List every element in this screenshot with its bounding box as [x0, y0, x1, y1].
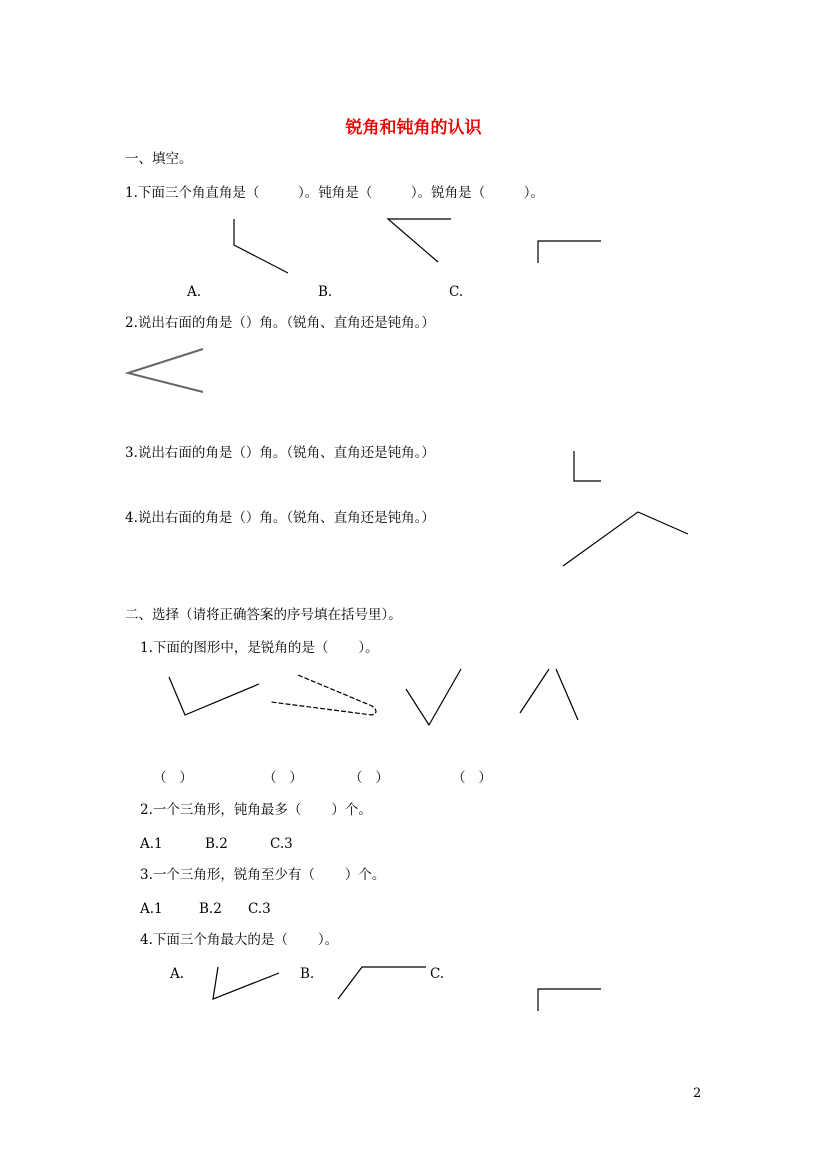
choice-figure-1	[169, 677, 259, 715]
page-number: 2	[693, 1086, 702, 1101]
q2-3-text: 3.一个三角形，锐角至少有（ ）个。	[140, 867, 386, 883]
angle-c-figure	[538, 241, 601, 263]
q2-1-blank-1: （ ）	[153, 770, 193, 786]
q1-1-text: 1.下面三个角直角是（ ）。钝角是（ ）。锐角是（ ）。	[125, 185, 544, 201]
q2-1-text: 1.下面的图形中，是锐角的是（ ）。	[140, 640, 379, 656]
q1-1-label-c: C.	[449, 284, 464, 300]
q2-3-option-c: C.3	[248, 901, 271, 917]
q2-1-blank-3: （ ）	[349, 770, 389, 786]
choice-figure-4-right	[556, 669, 578, 720]
compare-angle-c-figure	[538, 989, 601, 1011]
q1-1-label-b: B.	[318, 284, 333, 300]
choice-figure-3	[406, 669, 461, 725]
section-2-heading: 二、选择（请将正确答案的序号填在括号里）。	[125, 607, 402, 623]
angle-q2-figure	[128, 349, 203, 392]
q1-2-text: 2.说出右面的角是（）角。（锐角、直角还是钝角。）	[125, 315, 435, 331]
angle-a-figure	[234, 219, 288, 273]
section-1-heading: 一、填空。	[125, 151, 193, 167]
q2-3-option-a: A.1	[140, 901, 163, 917]
q1-1-label-a: A.	[187, 284, 202, 300]
choice-figure-4-left	[520, 669, 549, 713]
q2-4-label-b: B.	[300, 966, 315, 982]
choice-figure-2	[271, 675, 376, 715]
angle-b-figure	[388, 219, 451, 262]
q1-4-text: 4.说出右面的角是（）角。（锐角、直角还是钝角。）	[125, 510, 435, 526]
compare-angle-a-figure	[213, 967, 279, 999]
q1-3-text: 3.说出右面的角是（）角。（锐角、直角还是钝角。）	[125, 445, 435, 461]
angle-q3-figure	[574, 451, 601, 481]
q2-4-label-c: C.	[430, 966, 445, 982]
q2-4-label-a: A.	[170, 966, 185, 982]
q2-3-option-b: B.2	[199, 901, 222, 917]
angle-q4-figure	[563, 512, 688, 566]
q2-2-option-c: C.3	[270, 836, 293, 852]
compare-angle-b-figure	[338, 967, 426, 999]
page-title: 锐角和钝角的认识	[345, 118, 482, 138]
q2-2-text: 2.一个三角形，钝角最多（ ）个。	[140, 802, 372, 818]
q2-2-option-a: A.1	[140, 836, 163, 852]
q2-1-blank-4: （ ）	[452, 770, 492, 786]
q2-1-blank-2: （ ）	[263, 770, 303, 786]
q2-4-text: 4.下面三个角最大的是（ ）。	[140, 932, 339, 948]
q2-2-option-b: B.2	[205, 836, 228, 852]
